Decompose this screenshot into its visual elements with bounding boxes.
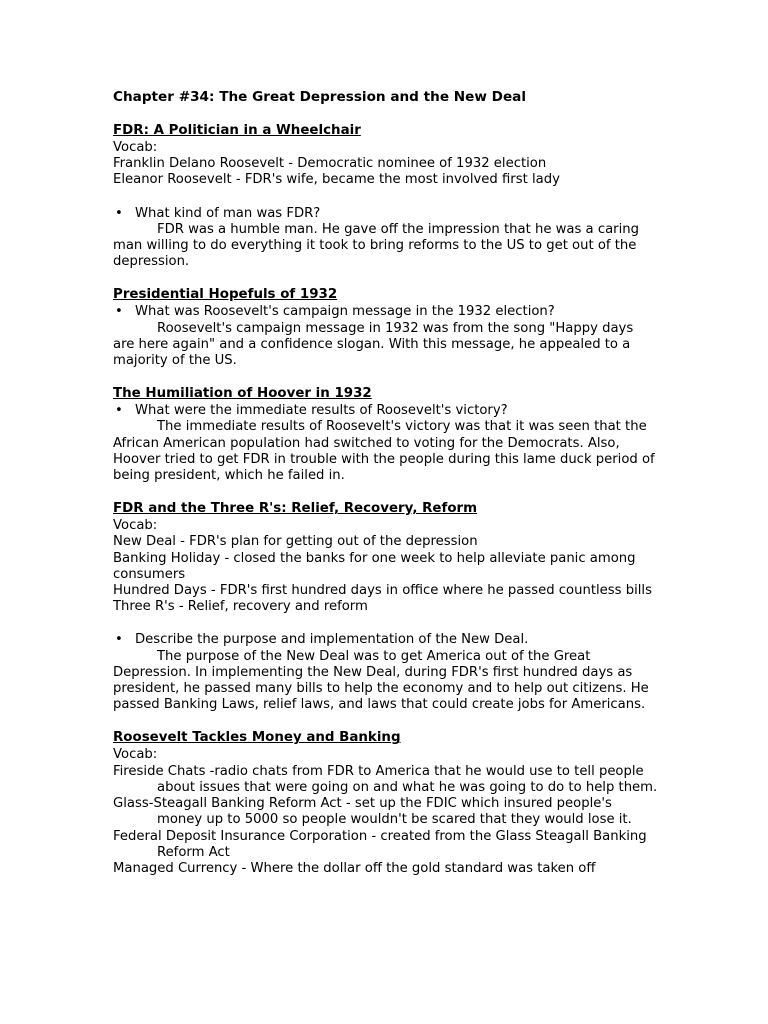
section-heading-money-and-banking: Roosevelt Tackles Money and Banking [113, 730, 401, 746]
chapter-title: Chapter #34: The Great Depression and the New Deal [113, 89, 526, 105]
section-heading-humiliation-of-hoover: The Humiliation of Hoover in 1932 [113, 386, 372, 402]
spacer [113, 615, 658, 632]
vocab-term: Franklin Delano Roosevelt - Democratic nominee of 1932 election [113, 156, 547, 172]
spacer [113, 189, 658, 206]
vocab-term: Banking Holiday - closed the banks for one week to help alleviate panic among consumers [113, 550, 636, 582]
vocab-term: Eleanor Roosevelt - FDR's wife, became the most involved first lady [113, 172, 560, 188]
section-heading-fdr-politician: FDR: A Politician in a Wheelchair [113, 123, 361, 138]
question-text: What was Roosevelt's campaign message in the 1932 election? [135, 304, 555, 320]
document-page [113, 88, 658, 877]
vocab-term: Three R's - Relief, recovery and reform [113, 599, 368, 615]
bullet-glyph: • [115, 205, 123, 221]
vocab-term: Federal Deposit Insurance Corporation - created from the Glass Steagall Banking Reform Act [113, 828, 647, 860]
question-text: What were the immediate results of Roosevelt's victory? [135, 403, 508, 419]
spacer [113, 106, 658, 122]
vocab-label: Vocab: [113, 747, 158, 763]
spacer [113, 270, 658, 286]
answer-text: FDR was a humble man. He gave off the impression that he was a caring man willing to do everything it took to bring reforms to the US to get out of the depression. [113, 221, 639, 270]
spacer [113, 713, 658, 729]
vocab-label: Vocab: [113, 518, 158, 534]
spacer [113, 369, 658, 385]
question-bullet [113, 206, 658, 222]
section-heading-three-rs: FDR and the Three R's: Relief, Recovery, Reform [113, 501, 478, 517]
vocab-term: Fireside Chats -radio chats from FDR to America that he would use to tell people about issues that were going on and what he was going to do to help them. [113, 763, 658, 795]
vocab-term: Managed Currency - Where the dollar off the gold standard was taken off [113, 860, 596, 876]
spacer [113, 484, 658, 500]
question-bullet [113, 632, 658, 648]
question-bullet [113, 304, 658, 320]
question-text: Describe the purpose and implementation of the New Deal. [135, 632, 529, 648]
vocab-term: Hundred Days - FDR's first hundred days in office where he passed countless bills [113, 583, 652, 599]
bullet-glyph: • [115, 632, 123, 648]
question-text: What kind of man was FDR? [135, 205, 321, 221]
section-heading-presidential-hopefuls: Presidential Hopefuls of 1932 [113, 287, 338, 303]
answer-text: The immediate results of Roosevelt's victory was that it was seen that the African American population had switched to voting for the Democrats. Also, Hoover tried to get FDR in trouble with the people during this lame duck period of being president, which he failed in. [113, 419, 655, 484]
vocab-label: Vocab: [113, 140, 158, 155]
answer-text: Roosevelt's campaign message in 1932 was from the song "Happy days are here again" and a confidence slogan. With this message, he appealed to a majority of the US. [113, 320, 634, 369]
vocab-term: Glass-Steagall Banking Reform Act - set up the FDIC which insured people's money up to 5000 so people wouldn't be scared that they would lose it. [113, 796, 632, 828]
answer-text: The purpose of the New Deal was to get America out of the Great Depression. In implementing the New Deal, during FDR's first hundred days as president, he passed many bills to help the economy and to help out citizens. He passed Banking Laws, relief laws, and laws that could create jobs for Americans. [113, 648, 649, 713]
bullet-glyph: • [115, 304, 123, 320]
vocab-term: New Deal - FDR's plan for getting out of the depression [113, 534, 478, 550]
question-bullet [113, 403, 658, 419]
bullet-glyph: • [115, 403, 123, 419]
